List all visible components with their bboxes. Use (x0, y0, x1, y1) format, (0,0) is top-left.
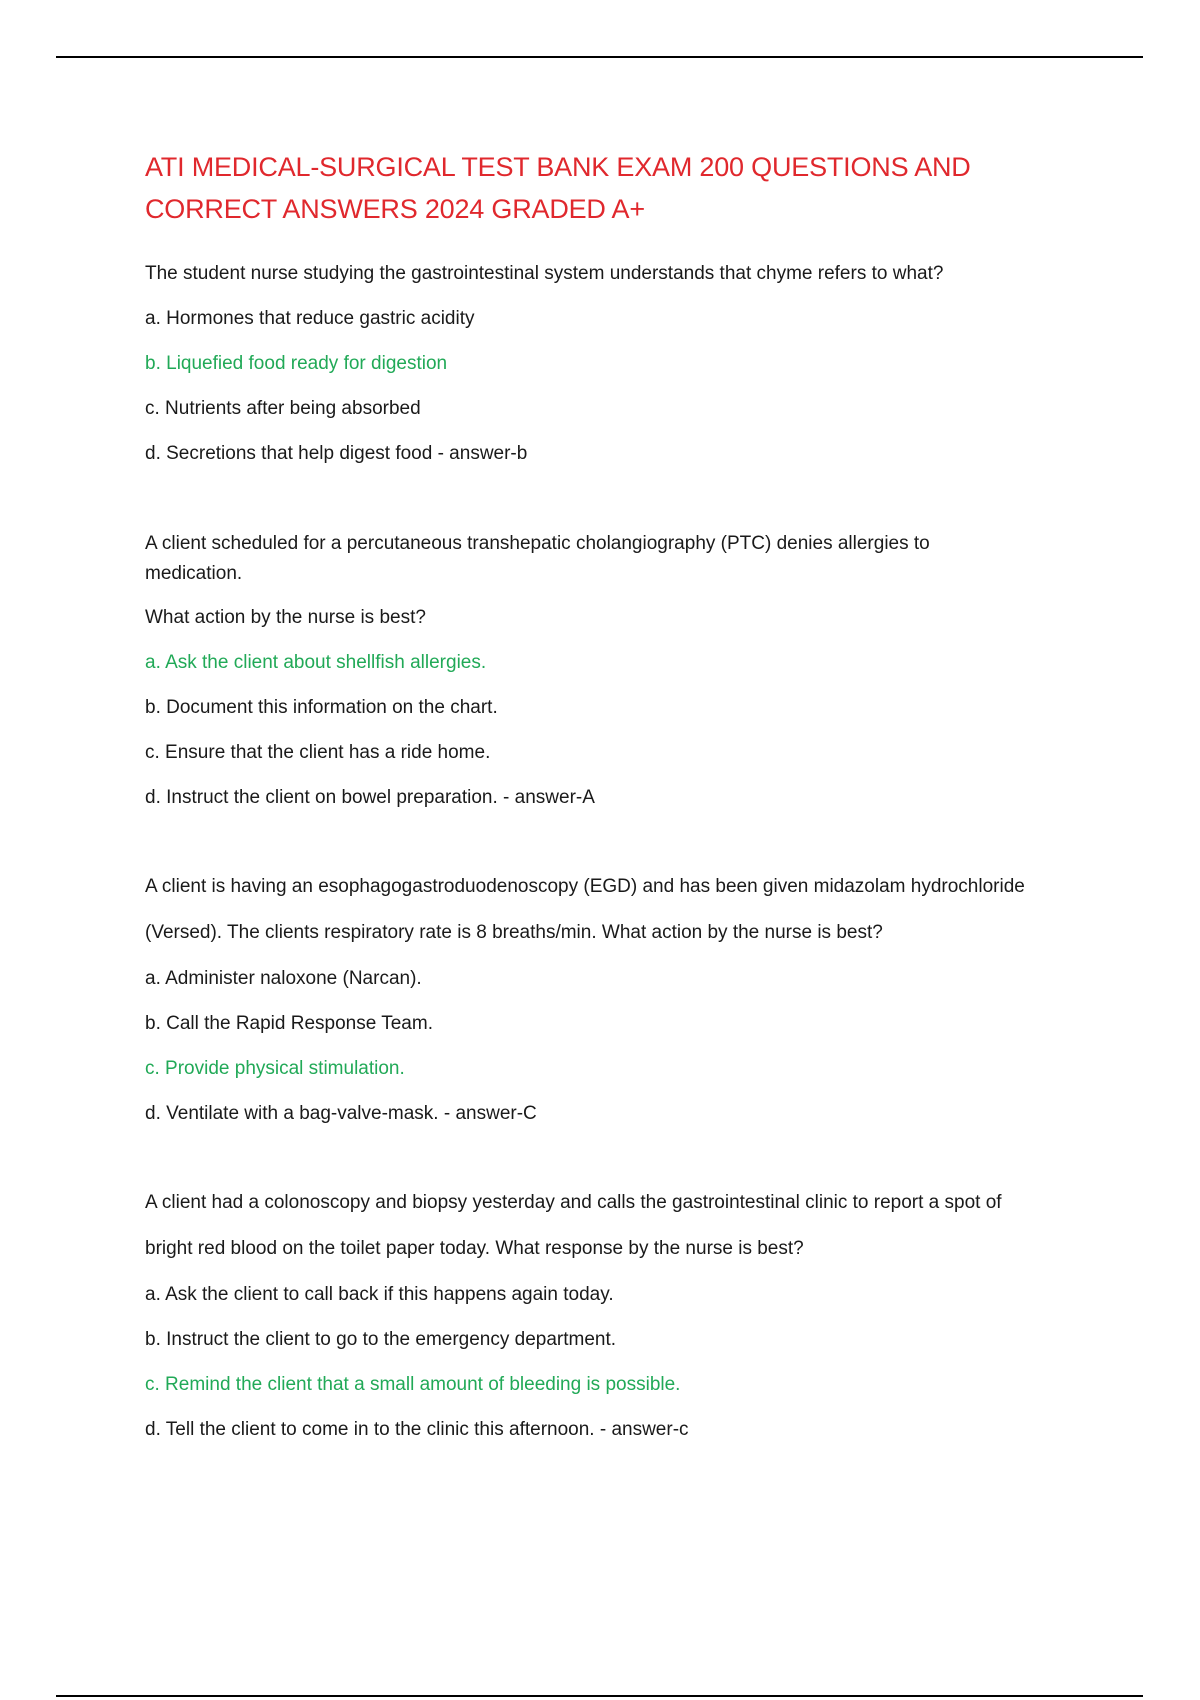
document-title (145, 146, 1095, 230)
question-2-stem-line-1: A client scheduled for a percutaneous transhepatic cholangiography (PTC) denies allergies to (145, 533, 930, 554)
question-2-option-b: b. Document this information on the chart. (145, 697, 498, 718)
question-4-stem-line-2: bright red blood on the toilet paper today. What response by the nurse is best? (145, 1238, 804, 1259)
question-1-stem: The student nurse studying the gastrointestinal system understands that chyme refers to what? (145, 263, 944, 284)
question-3-stem-line-1: A client is having an esophagogastroduodenoscopy (EGD) and has been given midazolam hydrochloride (145, 876, 1025, 897)
question-1 (145, 251, 1095, 476)
question-1-option-a: a. Hormones that reduce gastric acidity (145, 308, 475, 329)
header-rule (56, 56, 1143, 58)
question-3 (145, 864, 1095, 1136)
question-3-option-a: a. Administer naloxone (Narcan). (145, 968, 422, 989)
question-4-option-a: a. Ask the client to call back if this happens again today. (145, 1284, 614, 1305)
question-3-option-d: d. Ventilate with a bag-valve-mask. - answer-C (145, 1103, 537, 1124)
question-4-option-c-correct: c. Remind the client that a small amount of bleeding is possible. (145, 1374, 681, 1395)
question-1-option-d: d. Secretions that help digest food - answer-b (145, 443, 528, 464)
title-line-2: CORRECT ANSWERS 2024 GRADED A+ (145, 194, 645, 224)
question-3-stem-line-2: (Versed). The clients respiratory rate is 8 breaths/min. What action by the nurse is best? (145, 922, 883, 943)
question-2-stem (145, 520, 1095, 595)
question-2-option-c: c. Ensure that the client has a ride home. (145, 742, 491, 763)
question-4-option-b: b. Instruct the client to go to the emergency department. (145, 1329, 617, 1350)
question-2-option-a-correct: a. Ask the client about shellfish allergies. (145, 652, 487, 673)
footer-rule (56, 1695, 1143, 1697)
question-4 (145, 1180, 1095, 1452)
question-2-option-d: d. Instruct the client on bowel preparation. - answer-A (145, 787, 595, 808)
question-4-stem-line-1: A client had a colonoscopy and biopsy yesterday and calls the gastrointestinal clinic to report a spot of (145, 1192, 1002, 1213)
question-3-option-b: b. Call the Rapid Response Team. (145, 1013, 433, 1034)
question-3-option-c-correct: c. Provide physical stimulation. (145, 1058, 405, 1079)
question-2 (145, 520, 1095, 820)
document-body (145, 146, 1095, 1452)
question-4-option-d: d. Tell the client to come in to the clinic this afternoon. - answer-c (145, 1419, 689, 1440)
question-2-stem-line-2: medication. (145, 563, 243, 584)
question-1-option-c: c. Nutrients after being absorbed (145, 398, 421, 419)
question-2-stem-line-3: What action by the nurse is best? (145, 607, 426, 628)
title-line-1: ATI MEDICAL-SURGICAL TEST BANK EXAM 200 QUESTIONS AND (145, 152, 971, 182)
question-1-option-b-correct: b. Liquefied food ready for digestion (145, 353, 448, 374)
